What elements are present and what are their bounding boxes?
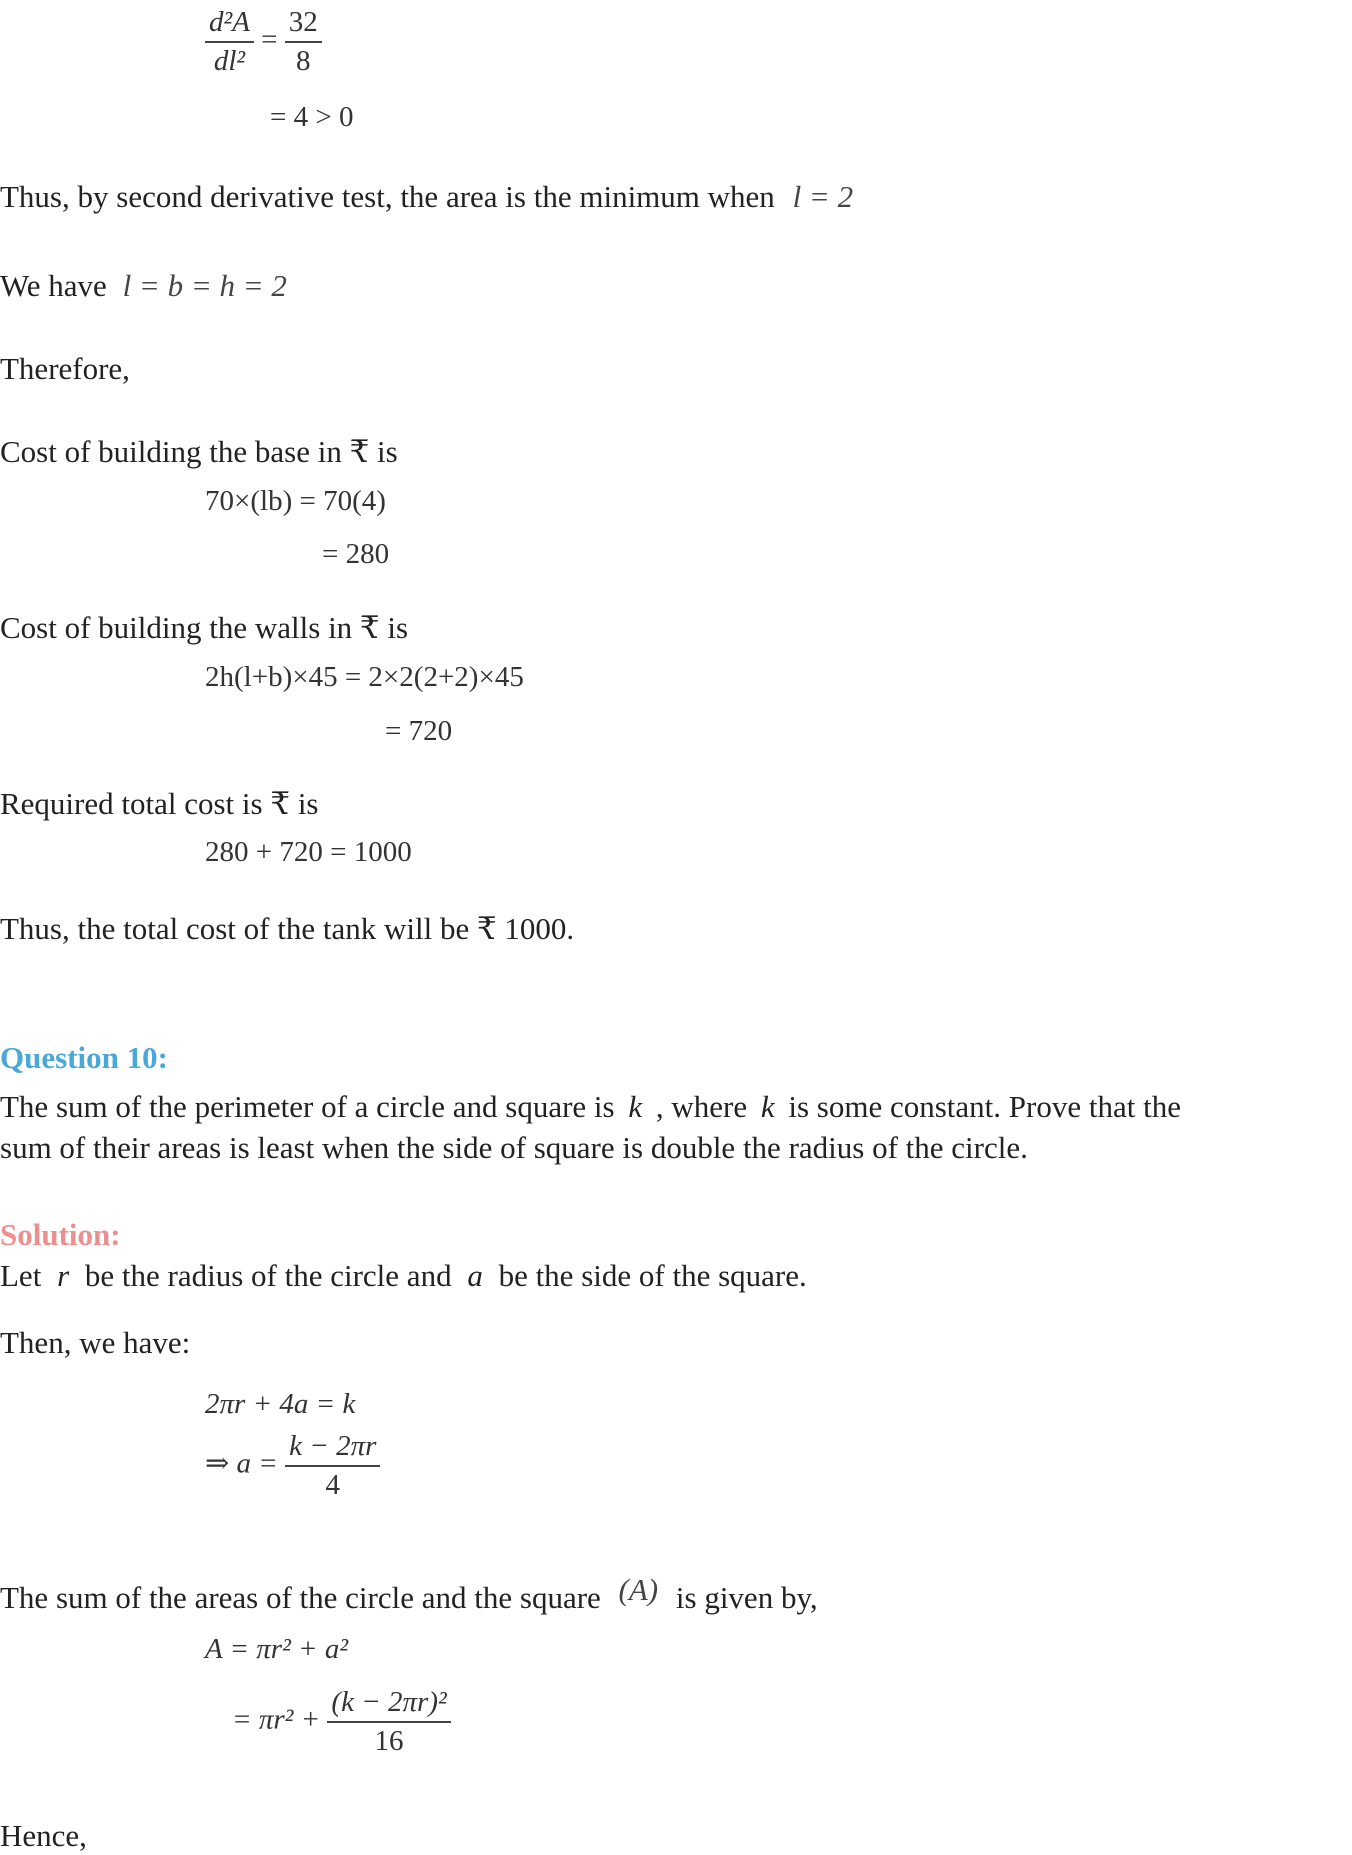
fraction-denominator: 16 bbox=[374, 1725, 404, 1757]
paragraph-text: We have bbox=[0, 268, 107, 303]
paragraph bbox=[0, 1260, 807, 1291]
equation-fraction bbox=[232, 1688, 451, 1756]
paragraph-text: Thus, by second derivative test, the area is the minimum when bbox=[0, 179, 775, 214]
fraction-numerator: 32 bbox=[285, 8, 322, 43]
fraction-numerator: (k − 2πr)² bbox=[327, 1688, 450, 1723]
inline-math: a bbox=[467, 1258, 483, 1293]
equation: A = πr² + a² bbox=[205, 1633, 349, 1665]
inline-math: l = 2 bbox=[792, 179, 854, 214]
paragraph: Required total cost is ₹ is bbox=[0, 786, 319, 821]
paragraph: Thus, the total cost of the tank will be ₹ 1000. bbox=[0, 911, 575, 946]
paragraph bbox=[0, 181, 853, 212]
fraction-numerator: d²A bbox=[205, 8, 254, 43]
paragraph-text: be the side of the square. bbox=[498, 1258, 807, 1293]
fraction-rhs bbox=[285, 8, 322, 76]
equation-result: = 4 > 0 bbox=[270, 101, 354, 133]
fraction bbox=[327, 1688, 450, 1756]
inline-math: k bbox=[760, 1089, 775, 1124]
paragraph-text: is given by, bbox=[675, 1580, 818, 1615]
inline-math: l = b = h = 2 bbox=[122, 268, 287, 303]
equation: 280 + 720 = 1000 bbox=[205, 836, 412, 868]
fraction-denominator: 4 bbox=[325, 1469, 340, 1501]
fraction-lhs bbox=[205, 8, 254, 76]
fraction-denominator: 8 bbox=[296, 45, 311, 77]
second-derivative-equation: $\frac{\text{d²A}}{\text{dl²}}$ = $\frac{32}{8}$ bbox=[205, 8, 322, 76]
equation: 2h(l+b)×45 = 2×2(2+2)×45 bbox=[205, 661, 524, 693]
paragraph bbox=[0, 270, 287, 301]
paragraph-text: Let bbox=[0, 1258, 42, 1293]
paragraph: Cost of building the base in ₹ is bbox=[0, 434, 398, 469]
inline-math: k bbox=[628, 1089, 643, 1124]
equation-lhs: = πr² + bbox=[232, 1703, 321, 1736]
inline-math: r bbox=[57, 1258, 70, 1293]
solution-heading: Solution: bbox=[0, 1217, 121, 1252]
question-heading: Question 10: bbox=[0, 1040, 168, 1075]
inline-math: (A) bbox=[618, 1572, 659, 1607]
paragraph bbox=[0, 1572, 818, 1615]
paragraph-text: be the radius of the circle and bbox=[84, 1258, 452, 1293]
equation-lhs: ⇒ a = bbox=[205, 1447, 278, 1480]
paragraph-text: The sum of the areas of the circle and the square bbox=[0, 1580, 601, 1615]
question-text-part: is some constant. Prove that the bbox=[788, 1089, 1181, 1124]
equation-result: = 280 bbox=[322, 538, 390, 570]
equation: 2πr + 4a = k bbox=[205, 1388, 356, 1420]
paragraph: Then, we have: bbox=[0, 1325, 191, 1360]
equation-result: = 720 bbox=[385, 715, 453, 747]
fraction bbox=[285, 1432, 380, 1500]
paragraph: Hence, bbox=[0, 1818, 87, 1853]
question-text bbox=[0, 1091, 1181, 1122]
equation: 70×(lb) = 70(4) bbox=[205, 485, 386, 517]
paragraph: Cost of building the walls in ₹ is bbox=[0, 610, 409, 645]
question-text: sum of their areas is least when the side of square is double the radius of the circle. bbox=[0, 1130, 1028, 1165]
question-text-part: The sum of the perimeter of a circle and square is bbox=[0, 1089, 615, 1124]
question-text-part: , where bbox=[655, 1089, 748, 1124]
fraction-numerator: k − 2πr bbox=[285, 1432, 380, 1467]
fraction-denominator: dl² bbox=[213, 45, 246, 77]
equation-fraction bbox=[205, 1432, 380, 1500]
paragraph: Therefore, bbox=[0, 351, 130, 386]
